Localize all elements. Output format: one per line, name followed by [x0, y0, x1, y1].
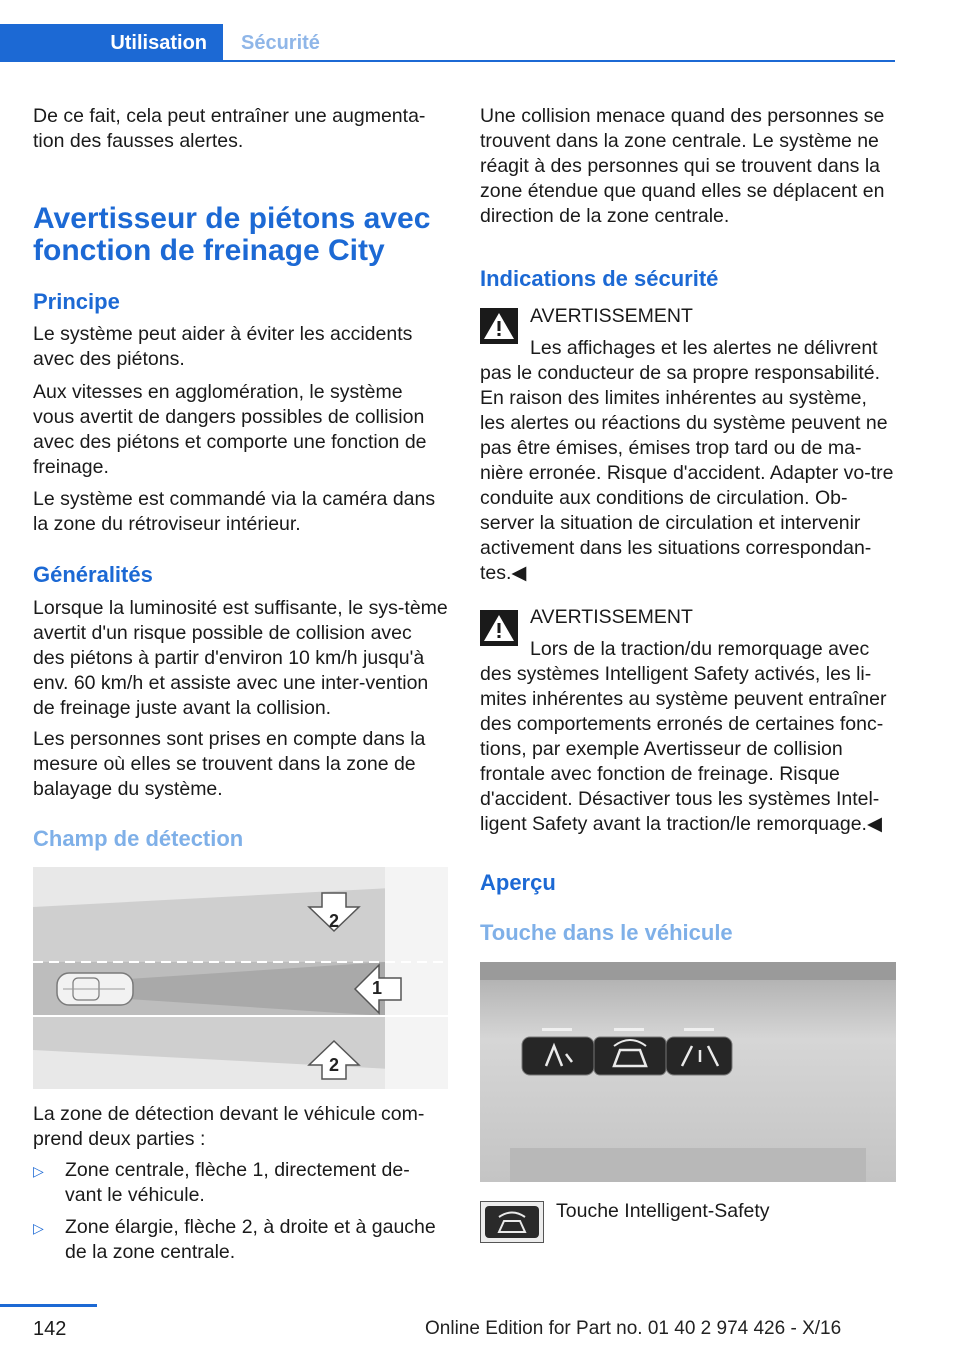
warning-1-body: pas le conducteur de sa propre responsabilité. En raison des limites inhérentes au système, les alertes ou réactions du système peuvent ne pas être émises, émises trop tard ou de ma-nière erronée. Risque d'accident. Adapter vo-tre conduite aux conditions de circulation. Ob-server la situation de circulation et intervenir activement dans les situations correspondan-tes.◀: [480, 362, 894, 584]
list-item-text: Zone élargie, flèche 2, à droite et à gauche de la zone centrale.: [65, 1216, 436, 1263]
intelligent-safety-button-icon: [480, 1201, 544, 1243]
generalites-paragraph-2: Les personnes sont prises en compte dans la mesure où elles se trouvent dans la zone de balayage du système.: [33, 728, 426, 800]
warning-1-title: AVERTISSEMENT: [530, 305, 693, 327]
warning-2-title: AVERTISSEMENT: [530, 606, 693, 628]
button-panel-illustration: [480, 962, 896, 1182]
panel-button-intelligent-safety: [594, 1037, 666, 1075]
page-number: 142: [33, 1318, 67, 1340]
heading-apercu: Aperçu: [480, 870, 556, 895]
section-title-line1: Avertisseur de piétons avec: [33, 202, 431, 235]
detection-field-diagram: [33, 867, 448, 1089]
zone-paragraph: La zone de détection devant le véhicule com-prend deux parties :: [33, 1103, 425, 1150]
collision-paragraph: Une collision menace quand des personnes se trouvent dans la zone centrale. Le système ne réagit à des personnes qui se trouvent dans la zone étendue que quand elles se déplacent en direction de la zone centrale.: [480, 105, 885, 227]
footer-rule: [0, 1304, 97, 1307]
warning-triangle-icon: [480, 610, 518, 646]
panel-button-pedestrian: [522, 1037, 594, 1075]
warning-2-body: des systèmes Intelligent Safety activés, les li-mites inhérentes au système peuvent entraîner des comportements erronés de certaines fonc-tions, par exemple Avertisseur de collision frontale avec fonction de freinage. Risque d'accident. Désactiver tous les systèmes Intel-ligent Safety avant la traction/le remorquage.◀: [480, 663, 887, 835]
arrow-2-bottom-label: 2: [328, 1055, 340, 1075]
bullet-triangle-icon: ▷: [33, 1163, 44, 1179]
principe-paragraph-2: Aux vitesses en agglomération, le système vous avertit de dangers possibles de collision avec des piétons et comporte une fonction de freinage.: [33, 381, 427, 478]
warning-2-first-line: Lors de la traction/du remorquage avec: [530, 638, 870, 660]
warning-1-first-line: Les affichages et les alertes ne délivrent: [530, 337, 878, 359]
heading-touche-vehicule: Touche dans le véhicule: [480, 920, 733, 945]
heading-champ-detection: Champ de détection: [33, 826, 244, 851]
tab-utilisation[interactable]: Utilisation: [0, 24, 223, 62]
section-title-line2: fonction de freinage City: [33, 234, 385, 267]
arrow-1-label: 1: [371, 978, 383, 998]
car-icon: [57, 973, 133, 1005]
list-item-text: Zone centrale, flèche 1, directement de-vant le véhicule.: [65, 1159, 410, 1206]
intro-paragraph: De ce fait, cela peut entraîner une augmenta-tion des fausses alertes.: [33, 105, 426, 152]
panel-button-lane: [666, 1037, 732, 1075]
chapter-tab-bar: [0, 24, 895, 62]
header-rule: [0, 60, 895, 62]
button-caption: Touche Intelligent-Safety: [556, 1200, 770, 1222]
principe-paragraph-3: Le système est commandé via la caméra dans la zone du rétroviseur intérieur.: [33, 488, 436, 535]
edition-note: Online Edition for Part no. 01 40 2 974 426 - X/16: [425, 1318, 842, 1339]
arrow-2-top-label: 2: [328, 911, 340, 931]
detection-field-figure: [33, 867, 448, 1089]
heading-principe: Principe: [33, 289, 120, 314]
button-panel-photo: [480, 962, 896, 1182]
tab-securite[interactable]: Sécurité: [241, 31, 320, 54]
heading-indications-securite: Indications de sécurité: [480, 266, 719, 291]
bullet-triangle-icon: ▷: [33, 1220, 44, 1236]
heading-generalites: Généralités: [33, 562, 153, 587]
warning-triangle-icon: [480, 308, 518, 344]
principe-paragraph-1: Le système peut aider à éviter les accidents avec des piétons.: [33, 323, 413, 370]
generalites-paragraph-1: Lorsque la luminosité est suffisante, le sys-tème avertit d'un risque possible de collision avec des piétons à partir d'environ 10 km/h jusqu'à env. 60 km/h et assiste avec une inter-vention de freinage juste avant la collision.: [33, 597, 448, 719]
